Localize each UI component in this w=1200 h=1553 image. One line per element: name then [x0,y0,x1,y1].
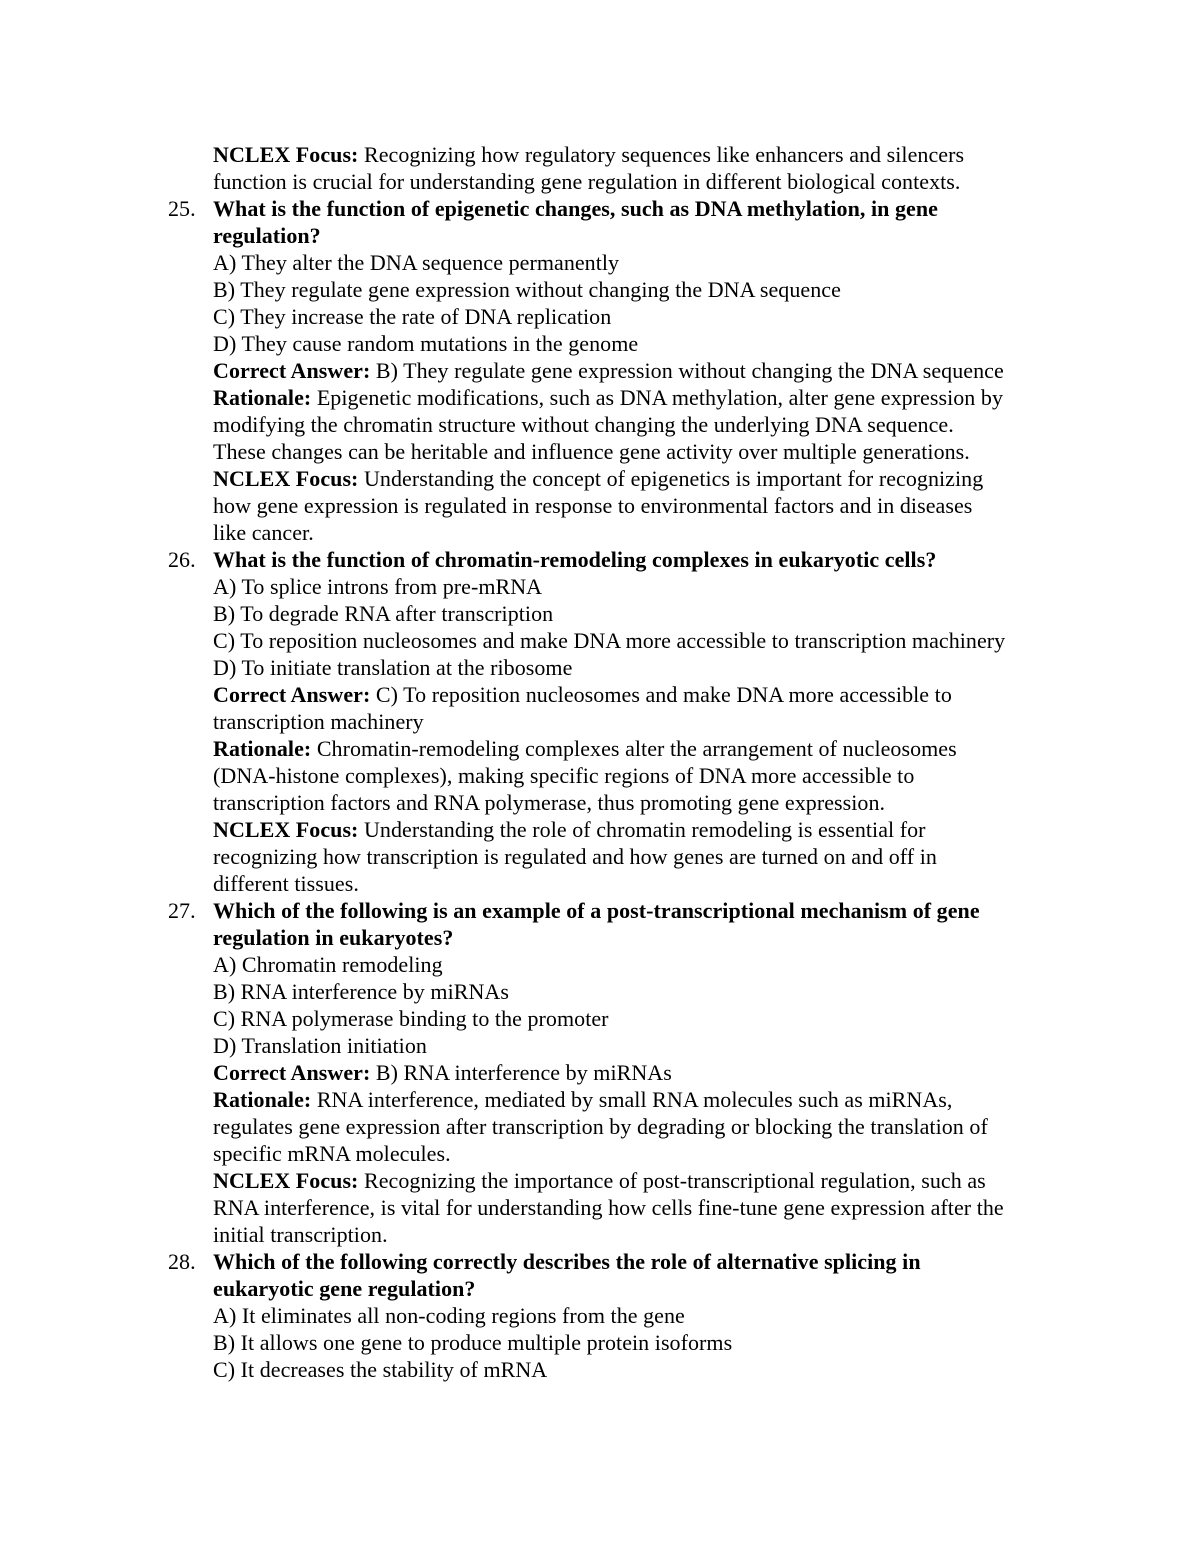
option-d: D) Translation initiation [213,1033,427,1058]
focus-text: Understanding the role of chromatin remodeling is essential for [358,817,926,842]
focus-line: recognizing how transcription is regulated and how genes are turned on and off in [213,844,937,869]
rationale-line [168,735,1068,762]
rationale-line: specific mRNA molecules. [213,1141,451,1166]
focus-label: NCLEX Focus: [213,466,359,491]
question-27-line [168,897,1068,924]
question-number: 27. [168,898,196,923]
correct-answer [168,1059,1068,1086]
answer-text: B) RNA interference by miRNAs [370,1060,672,1085]
option-a: A) To splice introns from pre-mRNA [213,574,543,599]
option-b: B) It allows one gene to produce multiple protein isoforms [213,1330,733,1355]
focus-label: NCLEX Focus: [213,142,359,167]
option-b: B) They regulate gene expression without changing the DNA sequence [213,277,841,302]
option-c: C) It decreases the stability of mRNA [213,1357,548,1382]
focus-text: Understanding the concept of epigenetics is important for recognizing [358,466,984,491]
option-a: A) They alter the DNA sequence permanently [213,250,620,275]
rationale-text: Epigenetic modifications, such as DNA methylation, alter gene expression by [311,385,1004,410]
focus-text: Recognizing how regulatory sequences like enhancers and silencers [358,142,965,167]
option-a: A) Chromatin remodeling [213,952,443,977]
rationale-label: Rationale: [213,736,312,761]
focus-line [168,816,1068,843]
question-25-line: regulation? [213,223,321,248]
question-text: Which of the following is an example of a post-transcriptional mechanism of gene [213,898,980,923]
question-text: What is the function of chromatin-remodeling complexes in eukaryotic cells? [213,547,937,572]
question-28-line [168,1248,1068,1275]
focus-line: initial transcription. [213,1222,388,1247]
rationale-line [168,384,1068,411]
question-28-line: eukaryotic gene regulation? [213,1276,476,1301]
option-b: B) To degrade RNA after transcription [213,601,554,626]
page-content [168,141,1068,1383]
question-number: 25. [168,196,196,221]
rationale-label: Rationale: [213,385,312,410]
answer-label: Correct Answer: [213,682,371,707]
focus-line [168,465,1068,492]
option-d: D) They cause random mutations in the genome [213,331,639,356]
correct-answer-line: transcription machinery [213,709,424,734]
focus-text: Recognizing the importance of post-transcriptional regulation, such as [358,1168,986,1193]
option-c: C) RNA polymerase binding to the promoter [213,1006,609,1031]
question-26-line [168,546,1068,573]
rationale-line: transcription factors and RNA polymerase, thus promoting gene expression. [213,790,886,815]
answer-label: Correct Answer: [213,1060,371,1085]
question-27-line: regulation in eukaryotes? [213,925,454,950]
focus-line: RNA interference, is vital for understanding how cells fine-tune gene expression after the [213,1195,1004,1220]
focus-line: different tissues. [213,871,359,896]
question-25-line [168,195,1068,222]
rationale-text: RNA interference, mediated by small RNA molecules such as miRNAs, [311,1087,953,1112]
rationale-label: Rationale: [213,1087,312,1112]
rationale-line: (DNA-histone complexes), making specific regions of DNA more accessible to [213,763,915,788]
correct-answer [168,681,1068,708]
correct-answer [168,357,1068,384]
answer-label: Correct Answer: [213,358,371,383]
question-text: Which of the following correctly describes the role of alternative splicing in [213,1249,921,1274]
focus-line: like cancer. [213,520,314,545]
rationale-text: Chromatin-remodeling complexes alter the arrangement of nucleosomes [311,736,957,761]
option-c: C) They increase the rate of DNA replication [213,304,612,329]
focus-line: how gene expression is regulated in response to environmental factors and in diseases [213,493,973,518]
option-a: A) It eliminates all non-coding regions from the gene [213,1303,685,1328]
focus-label: NCLEX Focus: [213,817,359,842]
question-text: What is the function of epigenetic changes, such as DNA methylation, in gene [213,196,938,221]
lead-focus-line: function is crucial for understanding gene regulation in different biological contexts. [213,169,961,194]
focus-label: NCLEX Focus: [213,1168,359,1193]
option-c: C) To reposition nucleosomes and make DNA more accessible to transcription machinery [213,628,1006,653]
lead-focus-line [168,141,1068,168]
option-b: B) RNA interference by miRNAs [213,979,509,1004]
option-d: D) To initiate translation at the ribosome [213,655,573,680]
question-number: 26. [168,547,196,572]
answer-text: C) To reposition nucleosomes and make DNA more accessible to [370,682,952,707]
rationale-line: modifying the chromatin structure without changing the underlying DNA sequence. [213,412,954,437]
rationale-line [168,1086,1068,1113]
rationale-line: These changes can be heritable and influence gene activity over multiple generations. [213,439,970,464]
question-number: 28. [168,1249,196,1274]
answer-text: B) They regulate gene expression without changing the DNA sequence [370,358,1004,383]
rationale-line: regulates gene expression after transcription by degrading or blocking the translation of [213,1114,988,1139]
focus-line [168,1167,1068,1194]
